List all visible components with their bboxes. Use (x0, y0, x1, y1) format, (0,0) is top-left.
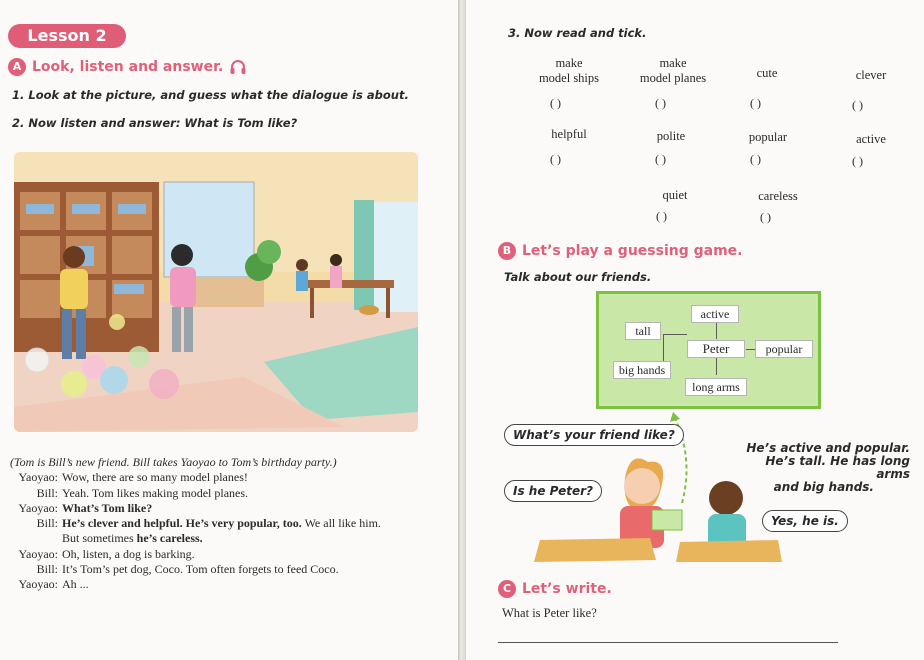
tick-box[interactable]: ( ) (550, 96, 561, 110)
word-map (596, 291, 821, 409)
map-node-right: popular (755, 340, 813, 358)
section-c-title: Let’s write. (522, 581, 612, 597)
tick-box[interactable]: ( ) (852, 154, 863, 168)
section-b-letter: B (498, 242, 516, 260)
tick-word: clever (855, 68, 887, 82)
tick-word (632, 56, 714, 86)
section-c-letter: C (498, 580, 516, 598)
tick-word (530, 56, 608, 86)
left-page (0, 0, 458, 660)
tick-box[interactable]: ( ) (655, 152, 666, 166)
tick-word-line: make (555, 56, 583, 70)
question-2: 2. Now listen and answer: What is Tom like? (12, 116, 298, 130)
speaker: Yaoyao: (18, 577, 58, 592)
tick-word: helpful (551, 127, 587, 141)
dialogue (10, 455, 450, 593)
tick-word-line: make (659, 56, 687, 70)
dialogue-line-continued (10, 531, 450, 546)
book-gutter (458, 0, 466, 660)
classroom-illustration (14, 152, 418, 432)
section-b-title: Let’s play a guessing game. (522, 243, 743, 259)
tick-word-line: model ships (538, 71, 600, 85)
dialogue-line (10, 516, 450, 531)
speaker: Bill: (36, 485, 58, 500)
map-node-left1: tall (625, 322, 661, 340)
section-a-heading (8, 58, 247, 76)
answer-line[interactable] (498, 642, 838, 643)
dialogue-line (10, 486, 450, 501)
tick-box[interactable]: ( ) (656, 209, 667, 223)
speech-line: He’s active and popular. (746, 441, 910, 455)
speech-bubble: Is he Peter? (504, 480, 602, 502)
speech-line: and big hands. (773, 480, 874, 494)
map-connector (716, 321, 717, 339)
line-text: Wow, there are so many model planes! (62, 470, 248, 485)
line-text-bold: he’s careless. (136, 531, 203, 546)
tick-title: 3. Now read and tick. (508, 26, 647, 40)
speaker: Yaoyao: (18, 470, 58, 485)
section-a-title: Look, listen and answer. (32, 59, 224, 75)
speech-line: He’s tall. He has long arms (765, 454, 910, 481)
speech-bubble: Yes, he is. (762, 510, 848, 532)
map-connector (663, 334, 687, 335)
map-node-center: Peter (687, 340, 745, 358)
tick-box[interactable]: ( ) (760, 210, 771, 224)
line-text: Oh, listen, a dog is barking. (62, 546, 195, 561)
tick-word: polite (656, 129, 686, 143)
map-node-bottom: long arms (685, 378, 747, 396)
speaker: Bill: (36, 516, 58, 531)
speech-bubble: What’s your friend like? (504, 424, 684, 446)
tick-word: cute (756, 66, 778, 80)
tick-box[interactable]: ( ) (750, 152, 761, 166)
line-text: Yeah. Tom likes making model planes. (62, 485, 249, 500)
question-1: 1. Look at the picture, and guess what the dialogue is about. (12, 88, 409, 102)
lesson-badge: Lesson 2 (8, 24, 126, 48)
speaker: Bill: (36, 562, 58, 577)
line-text-bold: What’s Tom like? (62, 500, 153, 515)
kids-illustration (530, 440, 830, 570)
dialogue-line (10, 470, 450, 485)
line-text-bold: He’s clever and helpful. He’s very popular, too. (62, 516, 302, 531)
tick-word: popular (748, 130, 788, 144)
headphones-icon[interactable] (229, 58, 247, 76)
section-a-letter: A (8, 58, 26, 76)
tick-word: careless (758, 189, 798, 203)
line-text: It’s Tom’s pet dog, Coco. Tom often forgets to feed Coco. (62, 562, 339, 577)
speaker: Yaoyao: (18, 500, 58, 515)
dialogue-line (10, 562, 450, 577)
talk-instruction: Talk about our friends. (504, 270, 652, 284)
tick-box[interactable]: ( ) (655, 96, 666, 110)
tick-box[interactable]: ( ) (550, 152, 561, 166)
tick-word: quiet (662, 188, 688, 202)
dialogue-intro: (Tom is Bill’s new friend. Bill takes Yaoyao to Tom’s birthday party.) (10, 455, 337, 469)
speaker: Yaoyao: (18, 546, 58, 561)
dialogue-line (10, 577, 450, 592)
dialogue-line (10, 501, 450, 516)
write-prompt: What is Peter like? (502, 606, 597, 620)
line-text: But sometimes (62, 531, 137, 546)
tick-box[interactable]: ( ) (750, 96, 761, 110)
section-b-heading (498, 242, 742, 260)
map-node-left2: big hands (613, 361, 671, 379)
map-connector (716, 357, 717, 375)
map-connector (663, 334, 664, 362)
tick-box[interactable]: ( ) (852, 98, 863, 112)
line-text: We all like him. (301, 516, 381, 531)
line-text: Ah ... (62, 577, 89, 592)
section-c-heading (498, 580, 612, 598)
dialogue-line (10, 547, 450, 562)
tick-word-line: model planes (639, 71, 707, 85)
map-node-top: active (691, 305, 739, 323)
tick-word: active (856, 132, 886, 146)
